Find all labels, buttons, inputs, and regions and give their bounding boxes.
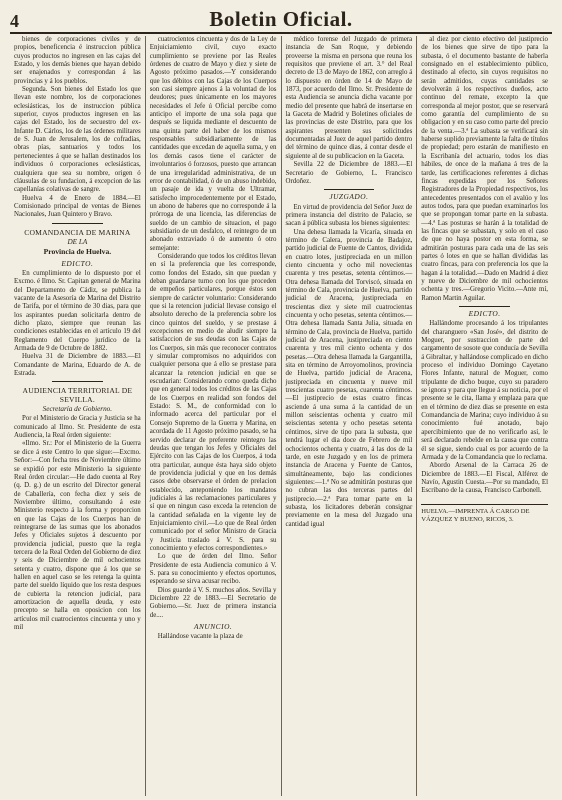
paragraph: Considerando que todos los créditos llevan en sí la preferencia que les corresponde, como fondos del Estado, sin que puedan y deban guardarse turno con los que proceden de empeños particulares, porque éstos son siempre de carácter voluntario: Considerando que si la retencion judicial llevase consigo el absoluto derecho de la preferencia sobre los cinco quintos del sueldo, y se prestase á excepciones en medio de aludir siempre la satisfaccion de sus deudas con las Cajas de los Cuerpos, sin más que reconocer contratos y simular compromisos no adquiridos con cualquier persona que á ello se prestase para alcanzar la retencion judicial en que se escudarian: Considerando como queda dicho que en general todos los créditos de las Cajas de los Cuerpos en realidad son fondos del Estado: S. M., de conformidad con lo informado acerca del particular por el Consejo Supremo de la Guerra y Marina, en acordada de 11 Agosto próximo pasado, se ha servido declarar de preferente reintegro las deudas que tengan los Jefes y Oficiales del Ejército con las Cajas de los Cuerpos, á toda otra particular, aunque ésta haya sido objeto de providencia judicial y que en los demás casos debe observarse el órden de prelacion establecido, anteponiendo los mandatos judiciales á las reclamaciones particulares y sí que en ningun caso exceda la retencion de la cantidad señalada en la vigente ley de Enjuiciamiento civil.—Lo que de Real órden comunicado por el señor Ministro de Gracia y Justicia traslado á V. S. para su conocimiento y efectos correspondientes.» [149,252,277,552]
paragraph: Huelva 4 de Enero de 1884.—El Comisionado principal de ventas de Bienes Nacionales, Juan Quintero y Bravo. [14,194,141,219]
publication-title: Boletin Oficial. [209,7,353,31]
column-1 [10,36,145,796]
paragraph: Dios guarde á V. S. muchos años. Sevilla y Diciembre 22 de 1883.—El Secretario de Gobierno.—Sr. Juez de primera instancia de.... [149,586,277,619]
column-3 [281,36,417,796]
paragraph: Hallándose vacante la plaza de [157,633,243,641]
paragraph: En virtud de providencia del Señor Juez de primera instancia del distrito de Palacio, se sacan á pública subasta los bienes siguientes: [285,203,413,228]
column-4 [416,36,552,796]
page-header [10,6,552,34]
paragraph: al diez por ciento efectivo del justiprecio de los bienes que sirve de tipo para la subasta, ó el documento bastante de haberla consignado en el establecimiento público, destinado al efecto, sin cuyos requisitos no serán admitidos, cuyas cantidades se devolverán á los respectivos dueños, acto continuo del remate, excepto la que corresponda al mejor postor, que se reservará como garantía del cumplimiento de su obligacion y en su caso como parte del precio de la venta.—3.ª La subasta se verificará sin haberse suplido previamente la falta de títulos de propiedad; pero estarán de manifiesto en la Escribanía del actuario, todos los dias hábiles, de once de la mañana á tres de la tarde, las certificaciones referentes á dichas fincas expedidas por los Señores Registradores de la Propiedad respectivos, los antecedentes presentados con el avalúo y los autos todos, para que puedan examinarlos los que se propongan tomar parte en la subasta.—4.ª Las posturas se harán á la totalidad de las fincas que se subastan, y solo en el caso de que no haya postor en esta forma, se admitirán posturas para cada una de las seis partes ó lotes en que se hallan divididas las cuatro fincas, para con preferencia los que la hagan á la totalidad.—Dado en Madrid á diez y nueve de Diciembre de mil ochocientos ochenta y tres.—Gregorio Vicito.—Ante mí, Ramon Martin Aguilar. [421,36,548,302]
court-label: JUZGADO. [329,192,369,202]
section-subtitle: Secretaría de Gobierno. [42,405,113,414]
printer-imprint: HUELVA.—IMPRENTA Á CARGO DE VÁZQUEZ Y BUENO, RICOS, 3. [421,504,548,525]
paragraph: «Ilmo. Sr.: Por el Ministerio de la Guerra se dice á este Centro lo que sigue:—Excmo. Señor:—Con fecha tres de Noviembre último se expidió por este Ministerio la siguiente Real órden circular:—He dado cuenta al Rey (q. D. g.) de un escrito del Director general de Caballería, con fecha diez y seis de Noviembre último, consultando á este Ministerio respecto á la forma y proporcion en que las Cajas de los Cuerpos han de reintegrarse de las sumas que los abonados Jefes y Oficiales sujetos á descuento por providencia judicial, puesto que la regla tercera de la Real Orden del Gobierno de diez y seis de Diciembre de mil ochocientos setenta y cuatro, dispone que á los que se hallen en aquel caso se les retenga la quinta parte del sueldo líquido que los resta despues de cubierta la retencion judicial, para amortizacion de aquella deuda, y este precepto se halla en oposicion con los artículos mil cuatrocientos cincuenta y uno y mil [14,440,141,632]
section-connector: DE LA [67,237,88,246]
divider [52,223,103,224]
text-columns [10,36,552,796]
paragraph: Abordo Arsenal de la Carraca 26 de Diciembre de 1883.—El Fiscal, Alférez de Navío, Agustin Cuesta.—Por su mandado, El Escribano de la causa, Francisco Carbonell. [421,462,548,495]
divider [324,189,375,190]
paragraph: Una dehesa llamada la Vicaría, situada en término de Calera, provincia de Badajoz, partido judicial de Fuente de Cantos, dividida en cuatro lotes, justipreciada en un millon ciento cincuenta y ocho mil novecientas cuarenta y tres pesetas, setenta céntimos.—Otra dehesa llamada del Torviscó, situada en término de Cala, provincia de Huelva, partido judicial de Aracena, justipreciada en trescientas diez y siete mil cuatrocientas cincuenta y ocho pesetas, setenta céntimos.—Otra dehesa llamada Santa Julia, situada en término de Cala, provincia de Huelva, partido judicial de Aracena, justipreciada en ciento cuarenta y tres mil ciento ochenta y dos pesetas.—Otra dehesa llamada la Gargantilla, sita en término de Arroyomolinos, provincia de Huelva, partido judicial de Aracena, justipreciada en cincuenta y nueve mil trescientas cuatro pesetas, cuarenta céntimos.—El justiprecio de estas cuatro fincas asciende á una suma á la cantidad de un millon seiscientas ochenta y cuatro mil seiscientas setenta y ocho pesetas setenta céntimos, sirve de tipo para la subasta, que tendrá lugar el dia doce de Febrero de mil ochocientos ochenta y cuatro, á las dos de la tarde, en este Juzgado y en los de primera instancia de Aracena y Fuente de Cantos, simultáneamente, bajo las condiciones siguientes:—1.ª No se admitirán posturas que no cubran las dos terceras partes del justiprecio.—2.ª Para tomar parte en la subasta, los licitadores deberán consignar previamente en la mesa del Juzgado una cantidad igual [285,228,413,528]
paragraph: médico forense del Juzgado de primera instancia de San Roque, y debiendo proveerse la misma en persona que reuna los requisitos que previene el art. 3.° del Real decreto de 13 de Mayo de 1862, con arreglo á lo dispuesto en órden de 14 de Mayo de 1873, por acuerdo del Ilmo. Sr. Presidente de esta Audiencia se anuncia dicha vacante por medio del presente que habrá de insertarse en la Gaceta de Madrid y Boletines oficiales de las provincias de este Distrito, para que los aspirantes presenten sus solicitudes documentadas al Juez de aquel partido dentro del término de quince dias, á contar desde el siguiente al de su publicacion en la Gaceta. [285,36,413,160]
paragraph: cuatrocientos cincuenta y dos de la Ley de Enjuiciamiento civil, cuyo exacto cumplimiento se previene por las Reales órdenes de cuatro de Mayo y diez y siete de Agosto próximo pasados.—Y considerando que los débitos con las Cajas de los Cuerpos son casi siempre ajenos á la voluntad de los deudores; pues únicamente en los mayores necesidades el Jefe ú Oficial percibe como anticipo el importe de una sola paga que después se liquida mediante el descuento de una quinta parte del haber de los mismos responsables subsidiariamente de las cantidades que excedan de aquella suma, y en los demás casos tiene el carácter de involuntarios ó forzosos, puesto que arrancan de una irregularidad administrativa, de un error de contabilidad, ó de un abuso indebido, un pasaje de ida y vuelta de Ultramar, satisfecho improcedentemente por el Estado, un abono de haberes que no corresponde á la prórroga de una licencia, las diferencias de sueldo de un cambio de situacion, el pago subsidiario de un desfalco, el reintegro de un abonado extraviado ó de aumento ó otro semejante: [149,36,277,252]
announcement-label: ANUNCIO. [193,622,233,632]
paragraph: Segunda. Son bienes del Estado los que llevan este nombre, los de corporaciones eclesiásticas, los de instruccion pública superior, cuyos productos ingresen en las cajas del Estado, los de secuestro del ex-Infante D. Cárlos, los de las órdenes militares de S. Juan de Jerusalem, los de cofradías, obras pías, santuarios y todos los pertenecientes á que se hallan destinados los individuos ó corporaciones eclesiásticas, cualquiera que sea su nombre, origen ó cláusulas de su fundacion, á excepcion de las capellanías colativas de sangre. [14,86,141,194]
paragraph: Lo que de órden del Ilmo. Señor Presidente de esta Audiencia comunico á V. S. para su conocimiento y efectos oportunos, esperando se sirva acusar recibo. [149,553,277,586]
paragraph: Huelva 31 de Diciembre de 1883.—El Comandante de Marina, Eduardo de A. de Estrada. [14,353,141,378]
divider [52,381,103,382]
paragraph: Hallándome procesando á los tripulantes del charanguero «San José», del distrito de Moguer, por sustraccion de parte del cargamento de sosote que conducía de Sevilla á Gibraltar, y hallándose complicado en dicho proceso el individuo Domingo Cayetano Flores Infante, natural de Moguer, como tripulante de dicho buque, cuyo su paradero se ignora y para que llegue á su noticia, por el presente se le cita, llama y emplaza para que en el término de diez dias se presente en esta Comandancia de Marina; cuyo individuo á su conocimiento fué anotado, bajo apercibimiento que de no verificarlo así, le será declarado rebelde en la causa que contra él se sigue, siendo cual es por acuerdo de la Armada y de la Comandancia que lo reclama. [421,320,548,461]
column-2 [145,36,281,796]
section-title: AUDIENCIA TERRITORIAL DE SEVILLA. [22,386,133,404]
page-number: 4 [10,11,19,31]
divider [459,306,510,307]
section-title: COMANDANCIA DE MARINA [24,227,131,237]
edict-label: EDICTO. [61,258,94,268]
paragraph: Sevilla 22 de Diciembre de 1883.—El Secretario de Gobierno, L. Francisco Ordoñez. [285,161,413,185]
section-place: Provincia de Huelva. [43,247,112,257]
edict-label: EDICTO. [468,309,501,318]
paragraph: bienes de corporaciones civiles y de propios, beneficencia é instruccion pública cuyos productos no ingresen en las cajas del Estado, y los demás bienes que hayan debido ser enajenados y correspondan á las provincias y á los pueblos. [14,36,141,85]
paragraph: En cumplimiento de lo dispuesto por el Excmo. é Ilmo. Sr. Capitan general de Marina del Departamento de Cádiz, se publica la vacante de la Asesoría de Marina del Distrito de Tarifa, por el término de 30 dias, para que los aspirantes puedan solicitarla dentro de dicho plazo, siempre que reunan las condiciones establecidas en el artículo 19 del Reglamento del Cuerpo jurídico de la Armada de 9 de Octubre de 1882. [14,269,141,353]
paragraph: Por el Ministerio de Gracia y Justicia se ha comunicado al Ilmo. Sr. Presidente de esta Audiencia, la Real órden siguiente: [14,415,141,440]
